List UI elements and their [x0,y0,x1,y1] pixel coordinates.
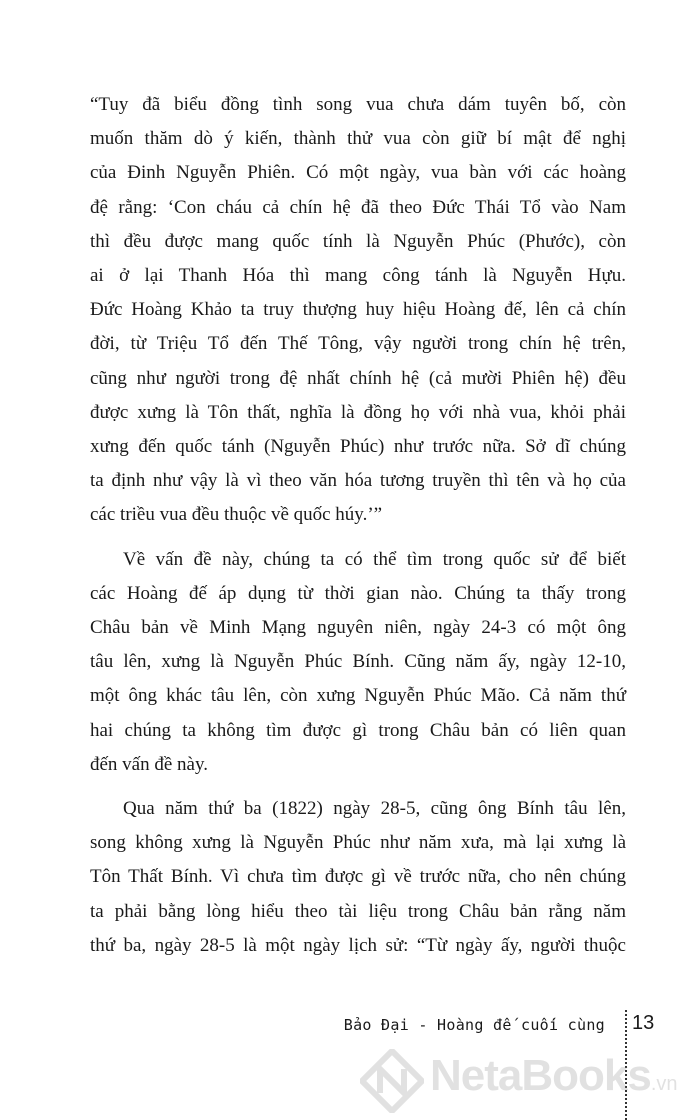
watermark-suffix: .vn [650,1073,678,1095]
text-line: đời, từ Triệu Tổ đến Thế Tông, vậy người trong chín hệ trên, [90,333,626,355]
text-line: thứ ba, ngày 28-5 là một ngày lịch sử: “Từ ngày ấy, người thuộc [90,934,626,956]
text-line: một ông khác tâu lên, còn xưng Nguyễn Phúc Mão. Cả năm thứ [90,685,626,707]
text-line: Châu bản về Minh Mạng nguyên niên, ngày 24-3 có một ông [90,617,626,639]
running-title: Bảo Đại - Hoàng đế cuối cùng [343,1016,605,1034]
paragraph-3 [90,792,626,963]
text-line: thì đều được mang quốc tính là Nguyễn Phúc (Phước), còn [90,230,626,252]
text-line: ta phải bằng lòng hiểu theo tài liệu trong Châu bản rằng năm [90,900,626,922]
paragraph-1 [90,88,626,533]
text-line: Về vấn đề này, chúng ta có thể tìm trong quốc sử để biết [123,548,626,570]
text-line: ai ở lại Thanh Hóa thì mang công tánh là Nguyễn Hựu. [90,265,626,287]
page-number: 13 [632,1012,655,1034]
page-footer [0,1008,700,1048]
text-line: tâu lên, xưng là Nguyễn Phúc Bính. Cũng năm ấy, ngày 12-10, [90,651,626,673]
watermark-brand: NetaBooks [430,1051,651,1100]
text-line: cũng như người trong đệ nhất chính hệ (cả mười Phiên hệ) đều [90,367,626,389]
text-line: hai chúng ta không tìm được gì trong Châu bản có liên quan [90,719,626,741]
text-line: được xưng là Tôn thất, nghĩa là đồng họ với nhà vua, khỏi phải [90,401,626,423]
text-line: xưng đến quốc tánh (Nguyễn Phúc) như trước nữa. Sở dĩ chúng [90,436,626,458]
text-line: muốn thăm dò ý kiến, thành thử vua còn giữ bí mật để nghị [90,128,626,150]
text-line: Qua năm thứ ba (1822) ngày 28-5, cũng ông Bính tâu lên, [123,798,626,820]
text-line: của Đinh Nguyễn Phiên. Có một ngày, vua bàn với các hoàng [90,162,626,184]
watermark [360,1045,690,1115]
text-line: đến vấn đề này. [90,753,208,775]
text-line: đệ rằng: ‘Con cháu cả chín hệ đã theo Đức Thái Tổ vào Nam [90,196,626,218]
netabooks-logo-icon [360,1049,424,1113]
body-text [90,88,626,973]
text-line: ta định như vậy là vì theo văn hóa tương truyền thì tên và họ của [90,470,626,492]
text-line: song không xưng là Nguyễn Phúc như năm xưa, mà lại xưng là [90,832,626,854]
watermark-text [430,1051,678,1101]
text-line: các triều vua đều thuộc về quốc húy.’” [90,504,383,526]
text-line: Tôn Thất Bính. Vì chưa tìm được gì về trước nữa, cho nên chúng [90,866,626,888]
paragraph-2 [90,543,626,782]
text-line: Đức Hoàng Khảo ta truy thượng huy hiệu Hoàng đế, lên cả chín [90,299,626,321]
text-line: “Tuy đã biểu đồng tình song vua chưa dám tuyên bố, còn [90,94,626,115]
text-line: các Hoàng đế áp dụng từ thời gian nào. Chúng ta thấy trong [90,582,626,604]
